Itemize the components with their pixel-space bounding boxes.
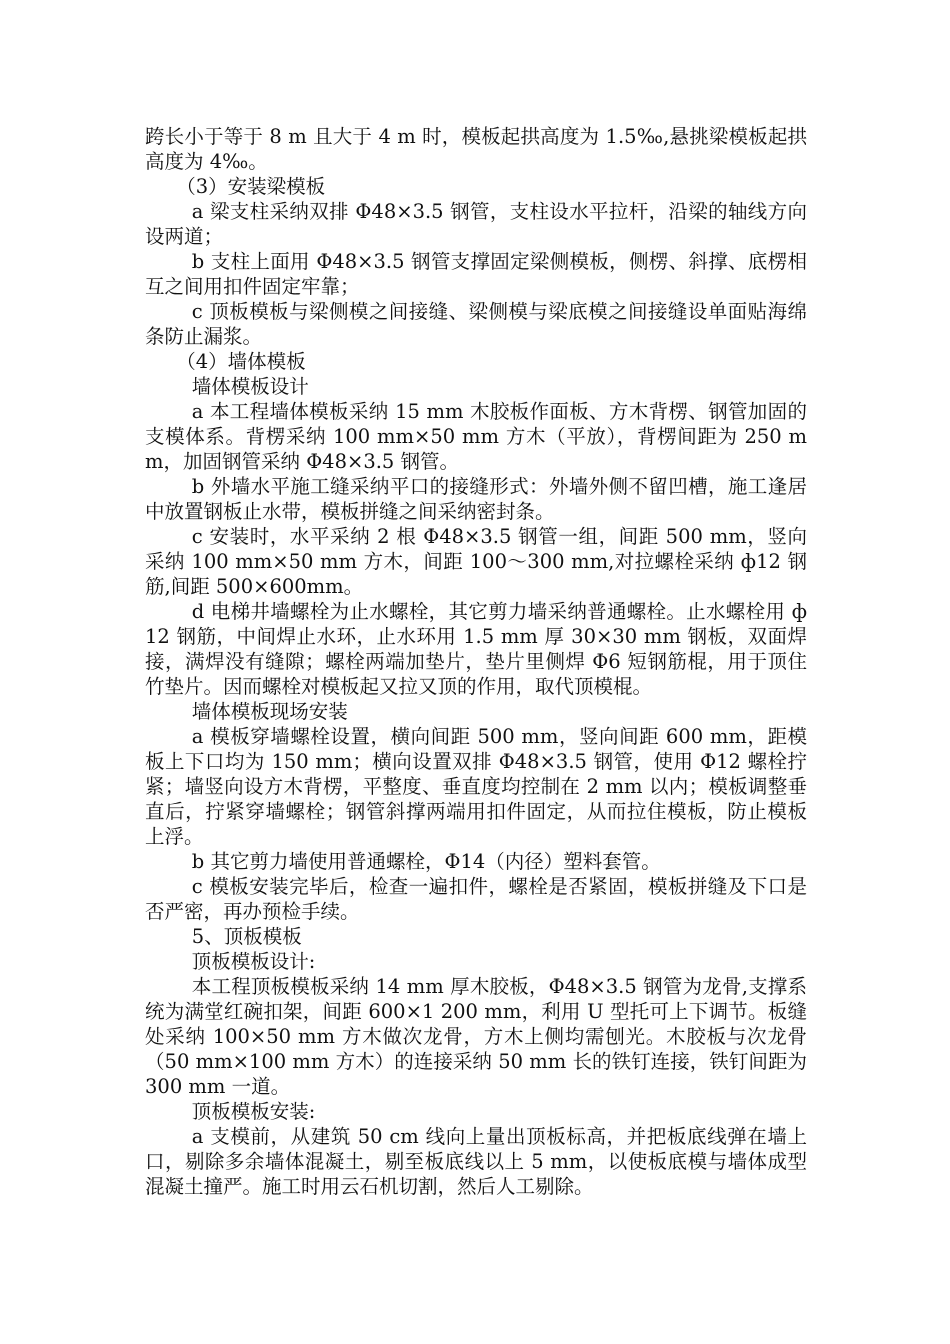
paragraph: c 模板安装完毕后，检查一遍扣件，螺栓是否紧固，模板拼缝及下口是否严密，再办预检手续。 xyxy=(145,875,807,923)
subheading-roof-design: 顶板模板设计: xyxy=(191,950,316,973)
paragraph: a 模板穿墙螺栓设置，横向间距 500 mm，竖向间距 600 mm，距模板上下口均为 150 mm；横向设置双排 Φ48×3.5 钢管，使用 Φ12 螺栓拧紧；墙竖向设方木背楞，平整度、垂直度均控制在 2 mm 以内；模板调整垂直后，拧紧穿墙螺栓；钢管斜撑两端用扣件固定，从而拉住模板，防止模板上浮。 xyxy=(145,725,807,848)
paragraph: c 顶板模板与梁侧模之间接缝、梁侧模与梁底模之间接缝设单面贴海绵条防止漏浆。 xyxy=(145,300,807,348)
subheading-roof-installation: 顶板模板安装: xyxy=(191,1100,316,1123)
paragraph: a 梁支柱采纳双排 Φ48×3.5 钢管，支柱设水平拉杆，沿梁的轴线方向设两道； xyxy=(145,200,807,248)
paragraph: 跨长小于等于 8 m 且大于 4 m 时，模板起拱高度为 1.5‰,悬挑梁模板起拱高度为 4‰。 xyxy=(145,125,807,173)
paragraph: a 本工程墙体模板采纳 15 mm 木胶板作面板、方木背楞、钢管加固的支模体系。背楞采纳 100 mm×50 mm 方木（平放），背楞间距为 250 mm，加固钢管采纳 Φ48×3.5 钢管。 xyxy=(145,400,807,473)
paragraph: b 外墙水平施工缝采纳平口的接缝形式：外墙外侧不留凹槽，施工逢居中放置钢板止水带，模板拼缝之间采纳密封条。 xyxy=(145,475,807,523)
paragraph: b 其它剪力墙使用普通螺栓，Φ14（内径）塑料套管。 xyxy=(191,850,661,873)
paragraph: a 支模前，从建筑 50 cm 线向上量出顶板标高，并把板底线弹在墙上口，剔除多余墙体混凝土，剔至板底线以上 5 mm，以使板底模与墙体成型混凝土撞严。施工时用云石机切割，然后人工剔除。 xyxy=(145,1125,807,1198)
section-heading-wall-formwork: （4）墙体模板 xyxy=(176,350,306,373)
section-heading-beam-formwork: （3）安装梁模板 xyxy=(176,175,326,198)
paragraph: 本工程顶板模板采纳 14 mm 厚木胶板，Φ48×3.5 钢管为龙骨,支撑系统为满堂红碗扣架，间距 600×1 200 mm，利用 U 型托可上下调节。板缝处采纳 100×50 mm 方木做次龙骨，方木上侧均需刨光。木胶板与次龙骨（50 mm×100 mm 方木）的连接采纳 50 mm 长的铁钉连接，铁钉间距为 300 mm 一道。 xyxy=(145,975,807,1098)
subheading-wall-installation: 墙体模板现场安装 xyxy=(191,700,348,723)
subheading-wall-design: 墙体模板设计 xyxy=(191,375,309,398)
section-heading-roof-formwork: 5、顶板模板 xyxy=(191,925,302,948)
document-body xyxy=(145,124,807,1199)
paragraph: c 安装时，水平采纳 2 根 Φ48×3.5 钢管一组，间距 500 mm，竖向采纳 100 mm×50 mm 方木，间距 100～300 mm,对拉螺栓采纳 ф12 钢筋,间距 500×600mm。 xyxy=(145,525,807,598)
paragraph: d 电梯井墙螺栓为止水螺栓，其它剪力墙采纳普通螺栓。止水螺栓用 ф12 钢筋，中间焊止水环，止水环用 1.5 mm 厚 30×30 mm 钢板，双面焊接，满焊没有缝隙；螺栓两端加垫片，垫片里侧焊 Φ6 短钢筋棍，用于顶住竹垫片。因而螺栓对模板起又拉又顶的作用，取代顶模棍。 xyxy=(145,600,807,698)
paragraph: b 支柱上面用 Φ48×3.5 钢管支撑固定梁侧模板，侧楞、斜撑、底楞相互之间用扣件固定牢靠； xyxy=(145,250,807,298)
